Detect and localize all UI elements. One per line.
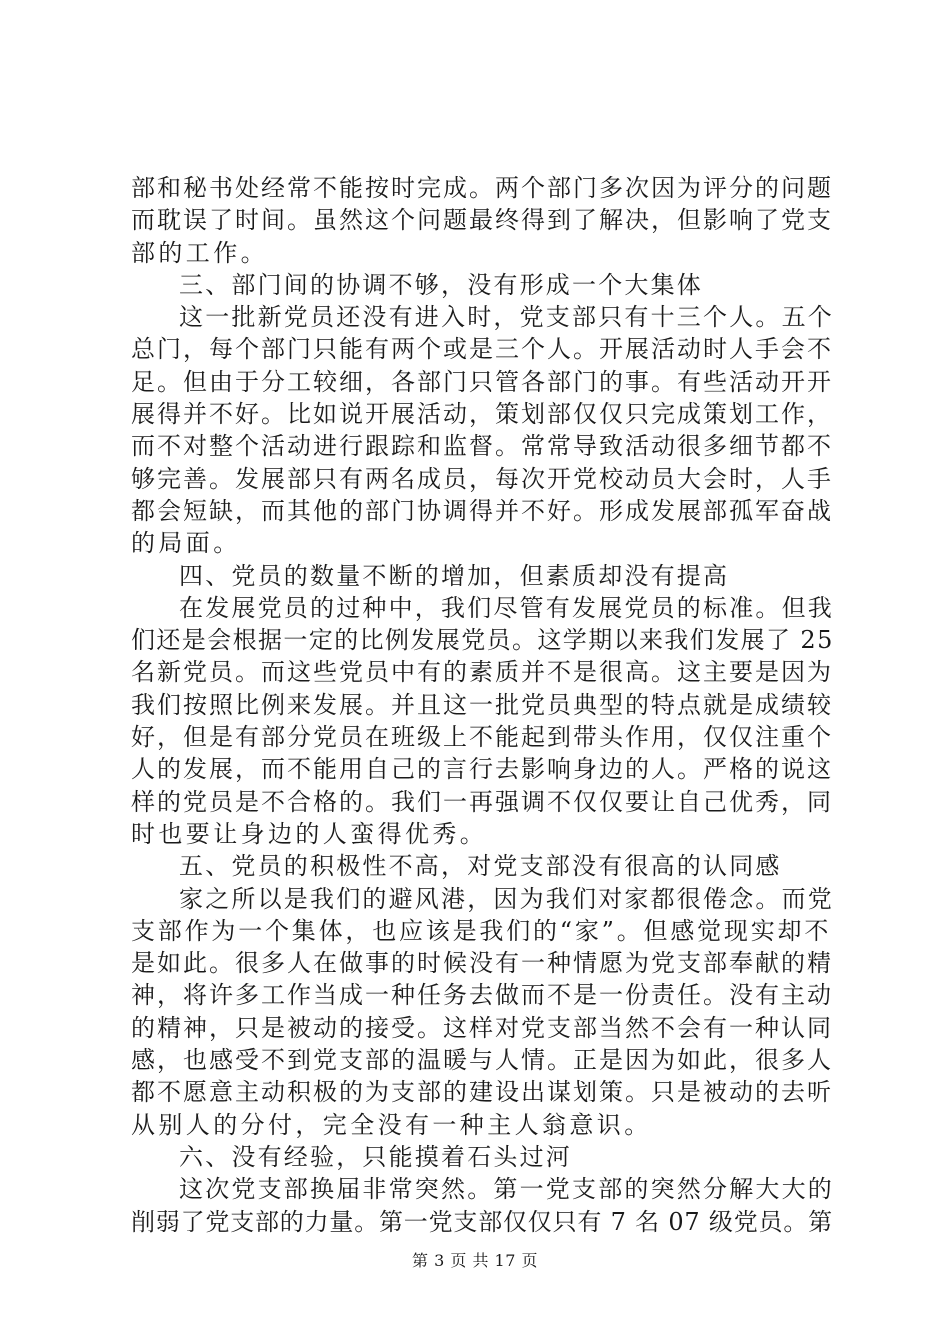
text-line: 我们按照比例来发展。并且这一批党员典型的特点就是成绩较	[131, 690, 833, 719]
text-line: 而不对整个活动进行跟踪和监督。常常导致活动很多细节都不	[131, 432, 833, 461]
text-line: 样的党员是不合格的。我们一再强调不仅仅要让自己优秀，同	[131, 787, 833, 816]
text-line: 五、党员的积极性不高，对党支部没有很高的认同感	[179, 852, 782, 881]
text-line: 都不愿意主动积极的为支部的建设出谋划策。只是被动的去听	[131, 1078, 833, 1107]
paragraph	[131, 592, 833, 850]
document-body	[131, 172, 833, 1238]
text-line: 够完善。发展部只有两名成员，每次开党校动员大会时，人手	[131, 464, 833, 493]
text-line: 是如此。很多人在做事的时候没有一种情愿为党支部奉献的精	[131, 949, 833, 978]
text-line: 支部作为一个集体，也应该是我们的“家”。但感觉现实却不	[131, 916, 832, 945]
paragraph	[131, 172, 833, 269]
text-line: 的精神，只是被动的接受。这样对党支部当然不会有一种认同	[131, 1013, 833, 1042]
text-line: 六、没有经验，只能摸着石头过河	[179, 1142, 572, 1171]
text-line: 家之所以是我们的避风港，因为我们对家都很倦念。而党	[179, 884, 834, 913]
text-line: 们还是会根据一定的比例发展党员。这学期以来我们发展了 25	[131, 626, 834, 655]
text-line: 部的工作。	[131, 238, 268, 267]
text-line: 总门，每个部门只能有两个或是三个人。开展活动时人手会不	[131, 335, 833, 364]
paragraph	[131, 883, 833, 1141]
section-heading	[131, 850, 833, 882]
text-line: 都会短缺，而其他的部门协调得并不好。形成发展部孤军奋战	[131, 496, 833, 525]
section-heading	[131, 1141, 833, 1173]
text-line: 感，也感受不到党支部的温暖与人情。正是因为如此，很多人	[131, 1046, 833, 1075]
page-footer: 第 3 页 共 17 页	[412, 1251, 538, 1270]
text-line: 削弱了党支部的力量。第一党支部仅仅只有 7 名 07 级党员。第	[131, 1207, 833, 1236]
section-heading	[131, 269, 833, 301]
text-line: 部和秘书处经常不能按时完成。两个部门多次因为评分的问题	[131, 174, 833, 202]
text-line: 而耽误了时间。虽然这个问题最终得到了解决，但影响了党支	[131, 206, 833, 235]
paragraph	[131, 301, 833, 559]
text-line: 三、部门间的协调不够，没有形成一个大集体	[179, 270, 703, 299]
text-line: 这一批新党员还没有进入时，党支部只有十三个人。五个	[179, 303, 834, 332]
section-heading	[131, 560, 833, 592]
text-line: 这次党支部换届非常突然。第一党支部的突然分解大大的	[179, 1175, 834, 1204]
text-line: 四、党员的数量不断的增加，但素质却没有提高	[179, 561, 730, 590]
text-line: 神，将许多工作当成一种任务去做而不是一份责任。没有主动	[131, 981, 833, 1010]
text-line: 从别人的分付，完全没有一种主人翁意识。	[131, 1110, 652, 1139]
text-line: 人的发展，而不能用自己的言行去影响身边的人。严格的说这	[131, 755, 833, 784]
paragraph	[131, 1173, 833, 1238]
text-line: 好，但是有部分党员在班级上不能起到带头作用，仅仅注重个	[131, 723, 833, 752]
text-line: 时也要让身边的人蛮得优秀。	[131, 819, 488, 848]
text-line: 名新党员。而这些党员中有的素质并不是很高。这主要是因为	[131, 658, 833, 687]
text-line: 展得并不好。比如说开展活动，策划部仅仅只完成策划工作，	[131, 400, 833, 429]
text-line: 足。但由于分工较细，各部门只管各部门的事。有些活动开开	[131, 367, 833, 396]
text-line: 在发展党员的过种中，我们尽管有发展党员的标准。但我	[179, 593, 834, 622]
text-line: 的局面。	[131, 529, 241, 558]
